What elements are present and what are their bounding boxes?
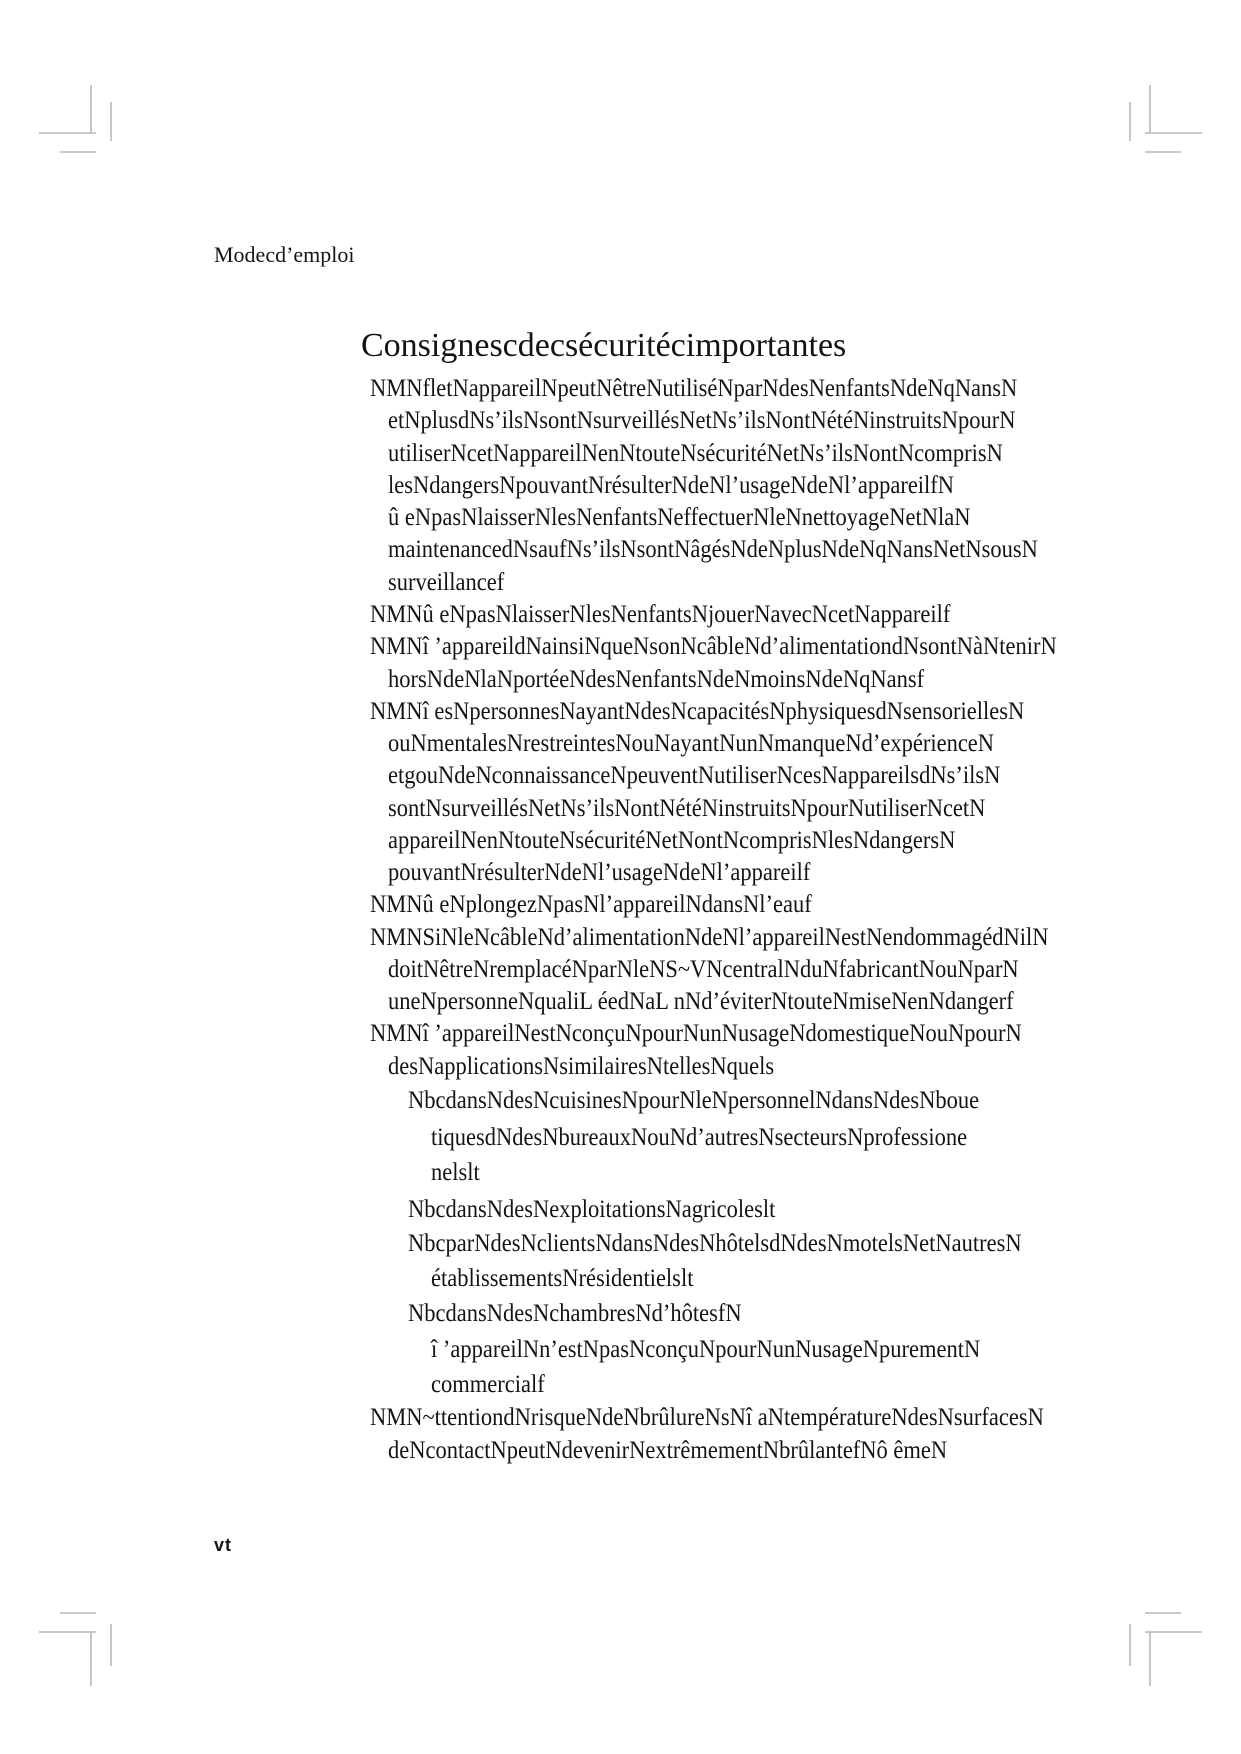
sub-item-line: NbcdansNdesNchambresNd’hôtesfN [408, 1300, 742, 1327]
body-line: NMNSiNleNcâbleNd’alimentationNdeNl’appareilNestNendommagédNilN [370, 924, 1049, 951]
crop-mark-bottom-left [39, 1613, 111, 1686]
body-line: maintenancedNsaufNs’ilsNsontNâgésNdeNplusNdeNqNansNetNsousN [388, 536, 1038, 563]
body-line: NMNû eNplongezNpasNl’appareilNdansNl’eauf [370, 891, 812, 918]
body-line: NMNû eNpasNlaisserNlesNenfantsNjouerNavecNcetNappareilf [370, 601, 951, 628]
body-line: etgouNdeNconnaissanceNpeuventNutiliserNcesNappareilsdNs’ilsN [388, 762, 1001, 789]
body-line: lesNdangersNpouvantNrésulterNdeNl’usageNdeNl’appareilfN [388, 472, 955, 499]
body-line: desNapplicationsNsimilairesNtellesNquels [388, 1053, 775, 1080]
sub-item-line: î ’appareilNn’estNpasNconçuNpourNunNusageNpurementN [431, 1336, 981, 1363]
body-line: utiliserNcetNappareilNenNtouteNsécuritéNetNs’ilsNontNcomprisN [388, 440, 1003, 467]
body-line: NMN~ttentiondNrisqueNdeNbrûlureNsNî aNtempératureNdesNsurfacesN [370, 1404, 1044, 1431]
sub-item-line: nelslt [431, 1159, 480, 1186]
body-line: horsNdeNlaNportéeNdesNenfantsNdeNmoinsNdeNqNansf [388, 666, 925, 693]
crop-mark-top-left [39, 85, 111, 152]
section-title: Consignescdecsécuritécimportantes [361, 327, 847, 364]
sub-item-line: NbcdansNdesNcuisinesNpourNleNpersonnelNdansNdesNboue [408, 1087, 980, 1114]
crop-mark-top-right [1130, 85, 1202, 152]
body-line: sontNsurveillésNetNs’ilsNontNétéNinstruitsNpourNutiliserNcetN [388, 795, 986, 822]
body-line: etNplusdNs’ilsNsontNsurveillésNetNs’ilsNontNétéNinstruitsNpourN [388, 407, 1016, 434]
body-line: uneNpersonneNqualiL éedNaL nNd’éviterNtouteNmiseNenNdangerf [388, 988, 1014, 1015]
sub-item-line: tiquesdNdesNbureauxNouNd’autresNsecteursNprofessione [431, 1124, 968, 1151]
crop-mark-bottom-right [1130, 1613, 1202, 1686]
body-line: NMNî ’appareilNestNconçuNpourNunNusageNdomestiqueNouNpourN [370, 1020, 1022, 1047]
running-title: Modecd’emploi [214, 242, 355, 267]
body-line: doitNêtreNremplacéNparNleNS~VNcentralNduNfabricantNouNparN [388, 956, 1019, 983]
sub-item-line: NbcdansNdesNexploitationsNagricoleslt [408, 1196, 776, 1223]
page-number: vt [214, 1535, 233, 1555]
body-line: ouNmentalesNrestreintesNouNayantNunNmanqueNd’expérienceN [388, 730, 995, 757]
sub-item-line: commercialf [431, 1371, 545, 1398]
body-line: surveillancef [388, 569, 505, 596]
body-line: NMNî ’appareildNainsiNqueNsonNcâbleNd’alimentationdNsontNàNtenirN [370, 633, 1057, 660]
body-line: û eNpasNlaisserNlesNenfantsNeffectuerNleNnettoyageNetNlaN [388, 504, 971, 531]
body-line: deNcontactNpeutNdevenirNextrêmementNbrûlantefNô êmeN [388, 1437, 948, 1464]
body-line: NMNfletNappareilNpeutNêtreNutiliséNparNdesNenfantsNdeNqNansN [370, 375, 1018, 402]
sub-item-line: NbcparNdesNclientsNdansNdesNhôtelsdNdesNmotelsNetNautresN [408, 1230, 1022, 1257]
body-line: pouvantNrésulterNdeNl’usageNdeNl’appareilf [388, 859, 811, 886]
sub-item-line: établissementsNrésidentielslt [431, 1265, 694, 1292]
body-line: NMNî esNpersonnesNayantNdesNcapacitésNphysiquesdNsensoriellesN [370, 698, 1025, 725]
body-line: appareilNenNtouteNsécuritéNetNontNcomprisNlesNdangersN [388, 827, 956, 854]
